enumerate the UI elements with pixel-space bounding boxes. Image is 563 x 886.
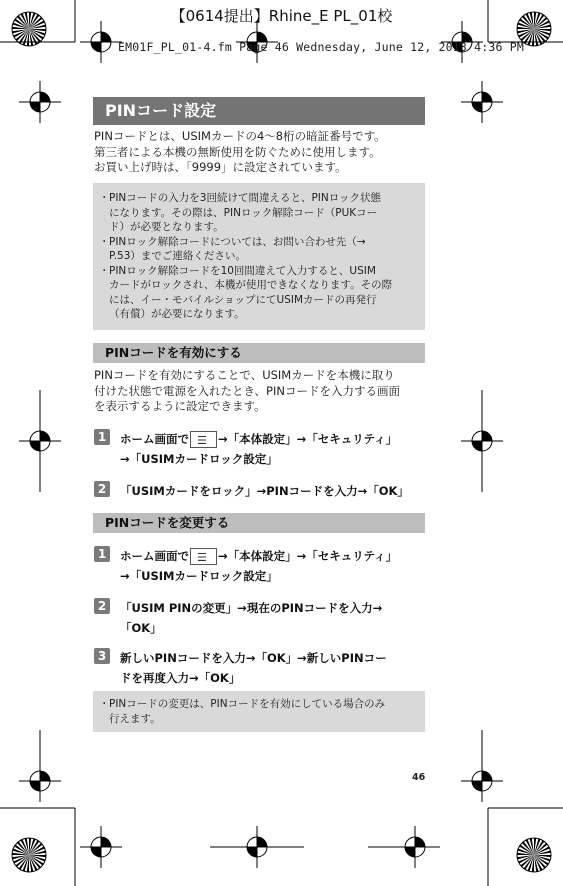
desc-line: を表示するように設定できます。: [94, 399, 266, 413]
note-item: ・ PINコードの変更は、PINコードを有効にしている場合のみ 行えます。: [99, 698, 386, 725]
note-line: 行えます。: [109, 712, 161, 725]
subsection-title-change: PINコードを変更する: [93, 513, 425, 533]
note-line: には、イー・モバイルショップにてUSIMカードの再発行: [109, 293, 377, 306]
menu-key-icon: [190, 548, 217, 565]
intro-line: お買い上げ時は、「9999」に設定されています。: [94, 160, 347, 174]
intro-line: 第三者による本機の無断使用を防ぐために使用します。: [94, 144, 381, 159]
note-item: ・ PINロック解除コードについては、お問い合わせ先（→ P.53）までご連絡ください。: [99, 235, 366, 262]
enable-step-2: [94, 481, 409, 501]
change-step-1: [94, 546, 397, 586]
note-line: PINロック解除コードについては、お問い合わせ先（→: [109, 235, 366, 248]
step-text: →「本体設定」→「セキュリティ」: [218, 432, 398, 446]
menu-key-icon: [190, 431, 217, 448]
page-number: 46: [412, 772, 426, 783]
step-text: ホーム画面で: [120, 432, 189, 446]
note-box-pin-lock: [93, 183, 425, 330]
step-text: →「USIMカードロック設定」: [120, 452, 278, 466]
desc-line: PINコードを有効にすることで、USIMカードを本機に取り: [94, 368, 395, 382]
note-line: になります。その際は、PINロック解除コード（PUKコー: [109, 206, 378, 219]
note-box-change: [93, 691, 425, 732]
step-text: 「USIMカードをロック」→PINコードを入力→「OK」: [120, 484, 409, 498]
section-title: PINコード設定: [93, 97, 425, 125]
starburst-target-icon: [517, 838, 551, 872]
step-number: 1: [94, 429, 110, 445]
change-step-2: [94, 598, 382, 638]
starburst-target-icon: [12, 838, 46, 872]
intro-paragraph: [94, 129, 428, 176]
change-step-3: [94, 648, 387, 688]
subsection-title-enable: PINコードを有効にする: [93, 343, 425, 363]
step-text: 新しいPINコードを入力→「OK」→新しいPINコー: [120, 651, 387, 665]
step-text: ドを再度入力→「OK」: [120, 671, 241, 685]
desc-line: 付けた状態で電源を入れたとき、PINコードを入力する画面: [94, 383, 400, 398]
note-line: PINロック解除コードを10回間違えて入力すると、USIM: [109, 264, 376, 277]
step-text: →「USIMカードロック設定」: [120, 569, 278, 583]
job-info-line: EM01F_PL_01-4.fm Page 46 Wednesday, June 12, 2013 4:36 PM: [118, 40, 525, 54]
intro-line: PINコードとは、USIMカードの4～8桁の暗証番号です。: [94, 129, 386, 143]
note-item: ・ PINコードの入力を3回続けて間違えると、PINロック状態 になります。その際は、PINロック解除コード（PUKコー ド）が必要となります。: [99, 192, 382, 233]
note-line: （有償）が必要になります。: [109, 308, 245, 320]
note-item: ・ PINロック解除コードを10回間違えて入力すると、USIM カードがロックされ、本機が使用できなくなります。その際 には、イー・モバイルショップにてUSIMカードの再発行 （有償）が必要になります。: [99, 264, 393, 320]
step-text: →「本体設定」→「セキュリティ」: [218, 549, 398, 563]
step-number: 2: [94, 481, 110, 497]
step-text: 「OK」: [120, 621, 162, 635]
note-line: P.53）までご連絡ください。: [109, 250, 246, 262]
step-number: 2: [94, 598, 110, 614]
note-line: ド）が必要となります。: [109, 221, 224, 233]
enable-description: [94, 368, 428, 415]
step-number: 1: [94, 546, 110, 562]
step-number: 3: [94, 648, 110, 664]
note-line: PINコードの入力を3回続けて間違えると、PINロック状態: [109, 192, 382, 204]
note-line: カードがロックされ、本機が使用できなくなります。その際: [109, 279, 393, 291]
submission-tag: 【0614提出】Rhine_E PL_01校: [170, 7, 393, 25]
enable-step-1: [94, 429, 397, 469]
step-text: 「USIM PINの変更」→現在のPINコードを入力→: [120, 601, 383, 615]
step-text: ホーム画面で: [120, 549, 189, 563]
note-line: PINコードの変更は、PINコードを有効にしている場合のみ: [109, 698, 386, 710]
